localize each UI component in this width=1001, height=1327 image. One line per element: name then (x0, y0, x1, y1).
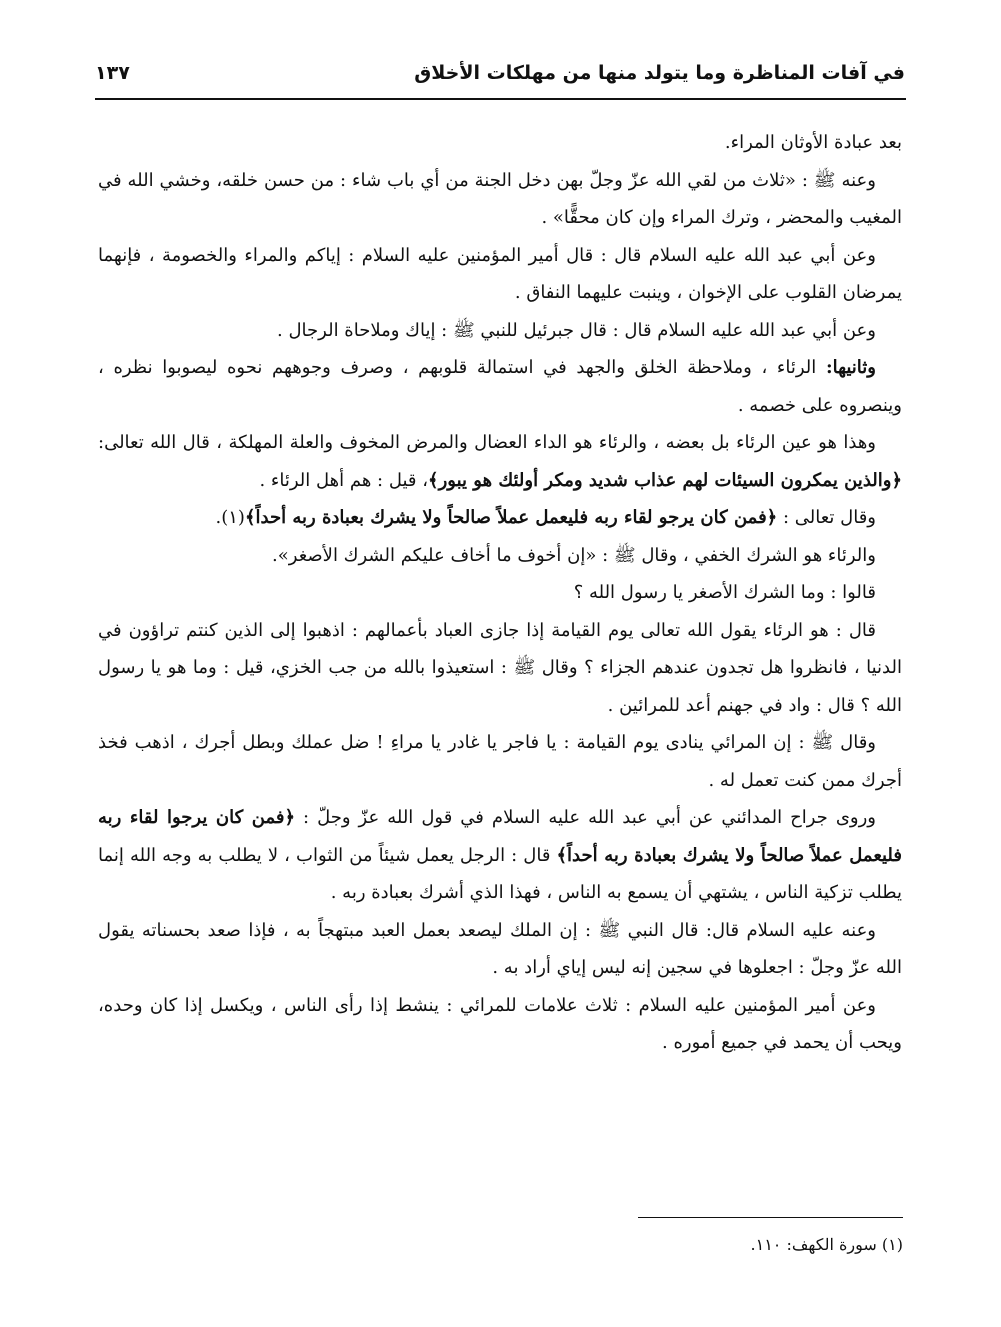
paragraph-10 (98, 612, 902, 725)
paragraph-text: الرئاء ، وملاحظة الخلق والجهد في استمالة قلوبهم ، وصرف وجوههم نحوه ليصوبوا نظره ، وينصروه على خصمه . (98, 357, 902, 416)
paragraph-text: بعد عبادة الأوثان المراء. (724, 132, 902, 153)
paragraph-text: قالوا : وما الشرك الأصغر يا رسول الله ؟ (573, 582, 876, 603)
paragraph-text: وعن أبي عبد الله عليه السلام قال : قال جبرئيل للنبي ﷺ : إياك وملاحاة الرجال . (277, 319, 876, 341)
paragraph-4 (98, 312, 902, 350)
footnote: (١) سورة الكهف: ١١٠. (750, 1235, 903, 1254)
paragraph-text: والرئاء هو الشرك الخفي ، وقال ﷺ : «إن أخوف ما أخاف عليكم الشرك الأصغر». (272, 544, 876, 566)
running-head (95, 58, 905, 98)
paragraph-2 (98, 162, 902, 237)
paragraph-9 (98, 574, 902, 612)
paragraph-3 (98, 237, 902, 312)
quran-verse: ﴿فمن كان يرجوا لقاء ربه فليعمل عملاً صالحاً ولا يشرك بعبادة ربه أحداً﴾ (98, 807, 903, 866)
paragraph-7 (98, 499, 902, 537)
header-rule (95, 98, 906, 100)
paragraph-text: وعنه عليه السلام قال: قال النبي ﷺ : إن الملك ليصعد بعمل العبد مبتهجاً به ، فإذا صعد بحسناته يقول الله عزّ وجلّ : اجعلوها في سجين إنه ليس إياي أراد به . (98, 919, 902, 978)
body-text (98, 124, 902, 1062)
paragraph-text: وعن أبي عبد الله عليه السلام قال : قال أمير المؤمنين عليه السلام : إياكم والمراء والخصومة ، فإنهما يمرضان القلوب على الإخوان ، وينبت عليهما النفاق . (98, 244, 902, 303)
paragraph-text: ، قيل : هم أهل الرئاء . (259, 469, 429, 491)
footnote-rule (638, 1217, 903, 1218)
quran-verse: ﴿فمن كان يرجو لقاء ربه فليعمل عملاً صالحاً ولا يشرك بعبادة ربه أحداً﴾ (244, 507, 778, 528)
footnote-marker: (١). (215, 507, 245, 528)
paragraph-text: وقال تعالى : (777, 507, 876, 528)
paragraph-text: قال : هو الرئاء يقول الله تعالى يوم القيامة إذا جازى العباد بأعمالهم : اذهبوا إلى الذين كنتم تراؤون في الدنيا ، فانظروا هل تجدون عندهم الجزاء ؟ وقال ﷺ : استعيذوا بالله من جب الخزي، قيل : وما هو يا رسول الله ؟ قال : واد في جهنم أعد للمرائين . (98, 619, 902, 716)
paragraph-text: وعنه ﷺ : «ثلاث من لقي الله عزّ وجلّ بهن دخل الجنة من أي باب شاء : من حسن خلقه، وخشي الله في المغيب والمحضر ، وترك المراء وإن كان محقًّا» . (98, 169, 902, 228)
paragraph-text: وروى جراح المدائني عن أبي عبد الله عليه السلام في قول الله عزّ وجلّ : (295, 807, 876, 828)
quran-verse: ﴿والذين يمكرون السيئات لهم عذاب شديد ومكر أولئك هو يبور﴾ (428, 469, 902, 491)
running-head-title: في آفات المناظرة وما يتولد منها من مهلكات الأخلاق (414, 62, 905, 84)
paragraph-11 (98, 724, 902, 799)
paragraph-text: قال : الرجل يعمل شيئاً من الثواب ، لا يطلب به وجه الله إنما يطلب تزكية الناس ، يشتهي أن يسمع به الناس ، فهذا الذي أشرك بعبادة ربه . (98, 844, 902, 903)
paragraph-12 (98, 799, 902, 912)
paragraph-1 (98, 124, 902, 162)
paragraph-8 (98, 537, 902, 575)
paragraph-text: وعن أمير المؤمنين عليه السلام : ثلاث علامات للمرائي : ينشط إذا رأى الناس ، ويكسل إذا كان وحده، ويحب أن يحمد في جميع أموره . (98, 994, 902, 1053)
paragraph-text: وقال ﷺ : إن المرائي ينادى يوم القيامة : يا فاجر يا غادر يا مراءِ ! ضل عملك وبطل أجرك ، اذهب فخذ أجرك ممن كنت تعمل له . (98, 732, 902, 791)
paragraph-13 (98, 912, 902, 987)
paragraph-5 (98, 349, 902, 424)
bold-lead: وثانيها: (825, 357, 876, 378)
page-number: ١٣٧ (95, 62, 130, 84)
paragraph-text: وهذا هو عين الرئاء بل بعضه ، والرئاء هو الداء العضال والمرض المخوف والعلة المهلكة ، قال الله تعالى: (98, 432, 877, 453)
paragraph-6 (98, 424, 902, 499)
paragraph-14 (98, 987, 902, 1062)
